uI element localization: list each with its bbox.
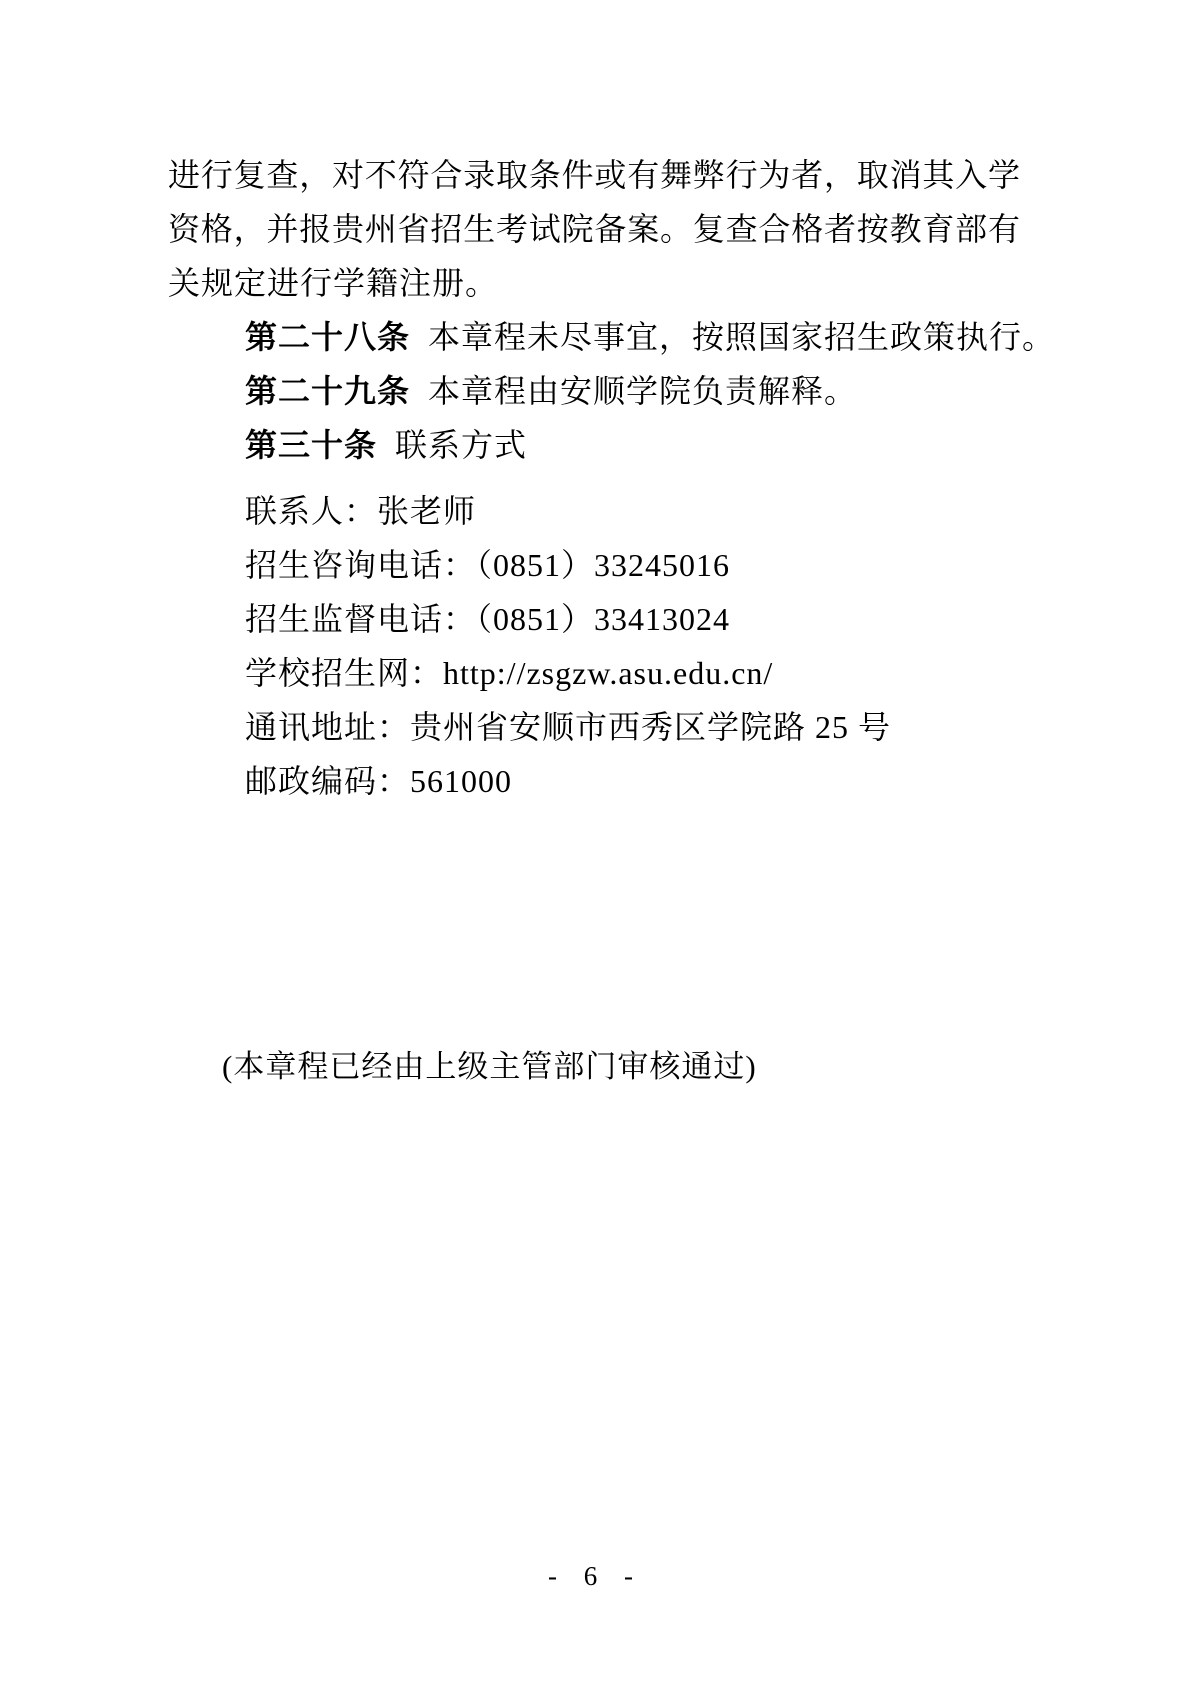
- document-body: [168, 148, 1056, 808]
- admission-phone-line: 招生咨询电话：（0851）33245016: [245, 547, 731, 583]
- contact-person-line: 联系人：张老师: [245, 493, 477, 529]
- article-30-term: 第三十条: [245, 427, 378, 463]
- paragraph-line-2: 资格，并报贵州省招生考试院备案。复查合格者按教育部有: [168, 211, 1020, 247]
- article-28: [168, 310, 1056, 364]
- approval-note: (本章程已经由上级主管部门审核通过): [222, 1049, 757, 1084]
- article-29-term: 第二十九条: [245, 373, 411, 409]
- paragraph-line-1: 进行复查，对不符合录取条件或有舞弊行为者，取消其入学: [168, 157, 1020, 193]
- supervision-phone-line: 招生监督电话：（0851）33413024: [245, 601, 731, 637]
- page-number: - 6 -: [548, 1561, 643, 1591]
- article-30: [168, 418, 1020, 472]
- article-29-text: 本章程由安顺学院负责解释。: [428, 373, 858, 409]
- article-29: [168, 364, 1020, 418]
- article-28-text: 本章程未尽事宜，按照国家招生政策执行。: [428, 319, 1056, 355]
- mailing-address-line: 通讯地址：贵州省安顺市西秀区学院路 25 号: [245, 709, 892, 745]
- paragraph-line-3: 关规定进行学籍注册。: [168, 265, 499, 301]
- postal-code-line: 邮政编码：561000: [245, 763, 513, 799]
- admission-website-line: 学校招生网：http://zsgzw.asu.edu.cn/: [245, 655, 774, 691]
- article-28-term: 第二十八条: [245, 319, 411, 355]
- article-30-text: 联系方式: [395, 427, 528, 463]
